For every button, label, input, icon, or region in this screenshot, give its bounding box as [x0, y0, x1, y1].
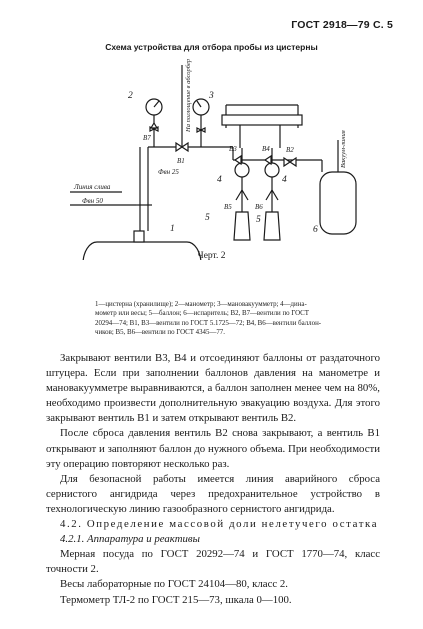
paragraph-scales: Весы лабораторные по ГОСТ 24104—80, класс 2.	[60, 578, 288, 591]
subsection-heading-4-2-1: 4.2.1. Аппаратура и реактивы	[60, 533, 200, 546]
body-text	[46, 351, 380, 608]
label-5a: 5	[205, 213, 210, 223]
label-b7: В7	[143, 134, 151, 142]
evaporator-6	[320, 172, 356, 234]
paragraph-1: Закрывают вентили В3, В4 и отсоединяют баллоны от раздаточного штуцера. Если при заполнении баллонов давления на манометре и мановакуумметре выравниваются, а баллон заполнен менее чем на 80%, необходимо произвести дополнительную эвакуацию воздуха. Для этого закрывают вентиль В1 и затем открывают вентиль В2.	[46, 352, 380, 425]
label-b4: В4	[262, 145, 270, 153]
legend-line: чиков; В5, В6—вентили по ГОСТ 4345—77.	[95, 329, 225, 337]
paragraph-2: После сброса давления вентиль В2 снова закрывают, а вентиль В1 открывают и заполняют баллон до нужного объема. При необходимости эту операцию повторяют несколько раз.	[46, 427, 380, 470]
legend-line: 20294—74; В1, В3—вентили по ГОСТ 5.1725—72; В4, В6—вентили баллон-	[95, 319, 322, 327]
label-5b: 5	[256, 215, 261, 225]
legend-line: мометр или весы; 5—баллон; 6—испаритель; В2, В7—вентили по ГОСТ	[95, 310, 309, 318]
label-1: 1	[170, 224, 175, 234]
label-b3: В3	[229, 145, 237, 153]
label-b2: В2	[286, 146, 294, 154]
label-b6: В6	[255, 203, 263, 211]
label-2: 2	[128, 91, 133, 101]
cylinder-5b	[264, 212, 280, 240]
figure-title: Схема устройства для отбора пробы из цистерны	[105, 42, 318, 52]
label-b5: В5	[224, 203, 232, 211]
label-6: 6	[313, 225, 318, 235]
label-4b: 4	[282, 175, 287, 185]
label-pipe25: Фвн 25	[158, 168, 179, 176]
paragraph-thermometer: Термометр ТЛ-2 по ГОСТ 215—73, шкала 0—100.	[60, 593, 292, 606]
section-heading-4-2: 4.2. Определение массовой доли нелетучего остатка	[60, 518, 379, 531]
figure-legend	[95, 300, 360, 338]
label-4a: 4	[217, 175, 222, 185]
paragraph-3: Для безопасной работы имеется линия аварийного сброса сернистого ангидрида через предохранительное устройство в технологическую линию газообразного сернистого ангидрида.	[46, 472, 380, 515]
label-b1: В1	[177, 157, 185, 165]
paragraph-glassware: Мерная посуда по ГОСТ 20292—74 и ГОСТ 1770—74, класс точности 2.	[46, 548, 380, 576]
cylinder-5a	[234, 212, 250, 240]
valve-b2	[284, 158, 296, 166]
label-pipe50: Фвн 50	[82, 197, 103, 205]
legend-line: 1—цистерна (хранилище); 2—манометр; 3—мановакуумметр; 4—дина-	[95, 301, 307, 308]
label-3: 3	[209, 91, 214, 101]
page-header: ГОСТ 2918—79 С. 5	[291, 19, 393, 31]
valve-b7	[151, 123, 157, 128]
label-drain: Линия слива	[74, 183, 111, 191]
label-vacuum: Вакуум-линия	[340, 130, 347, 168]
sampling-scheme-diagram	[0, 0, 423, 260]
figure-caption: Черт. 2	[197, 251, 226, 261]
label-absorber: На поглощение в абсорбер	[185, 58, 192, 132]
